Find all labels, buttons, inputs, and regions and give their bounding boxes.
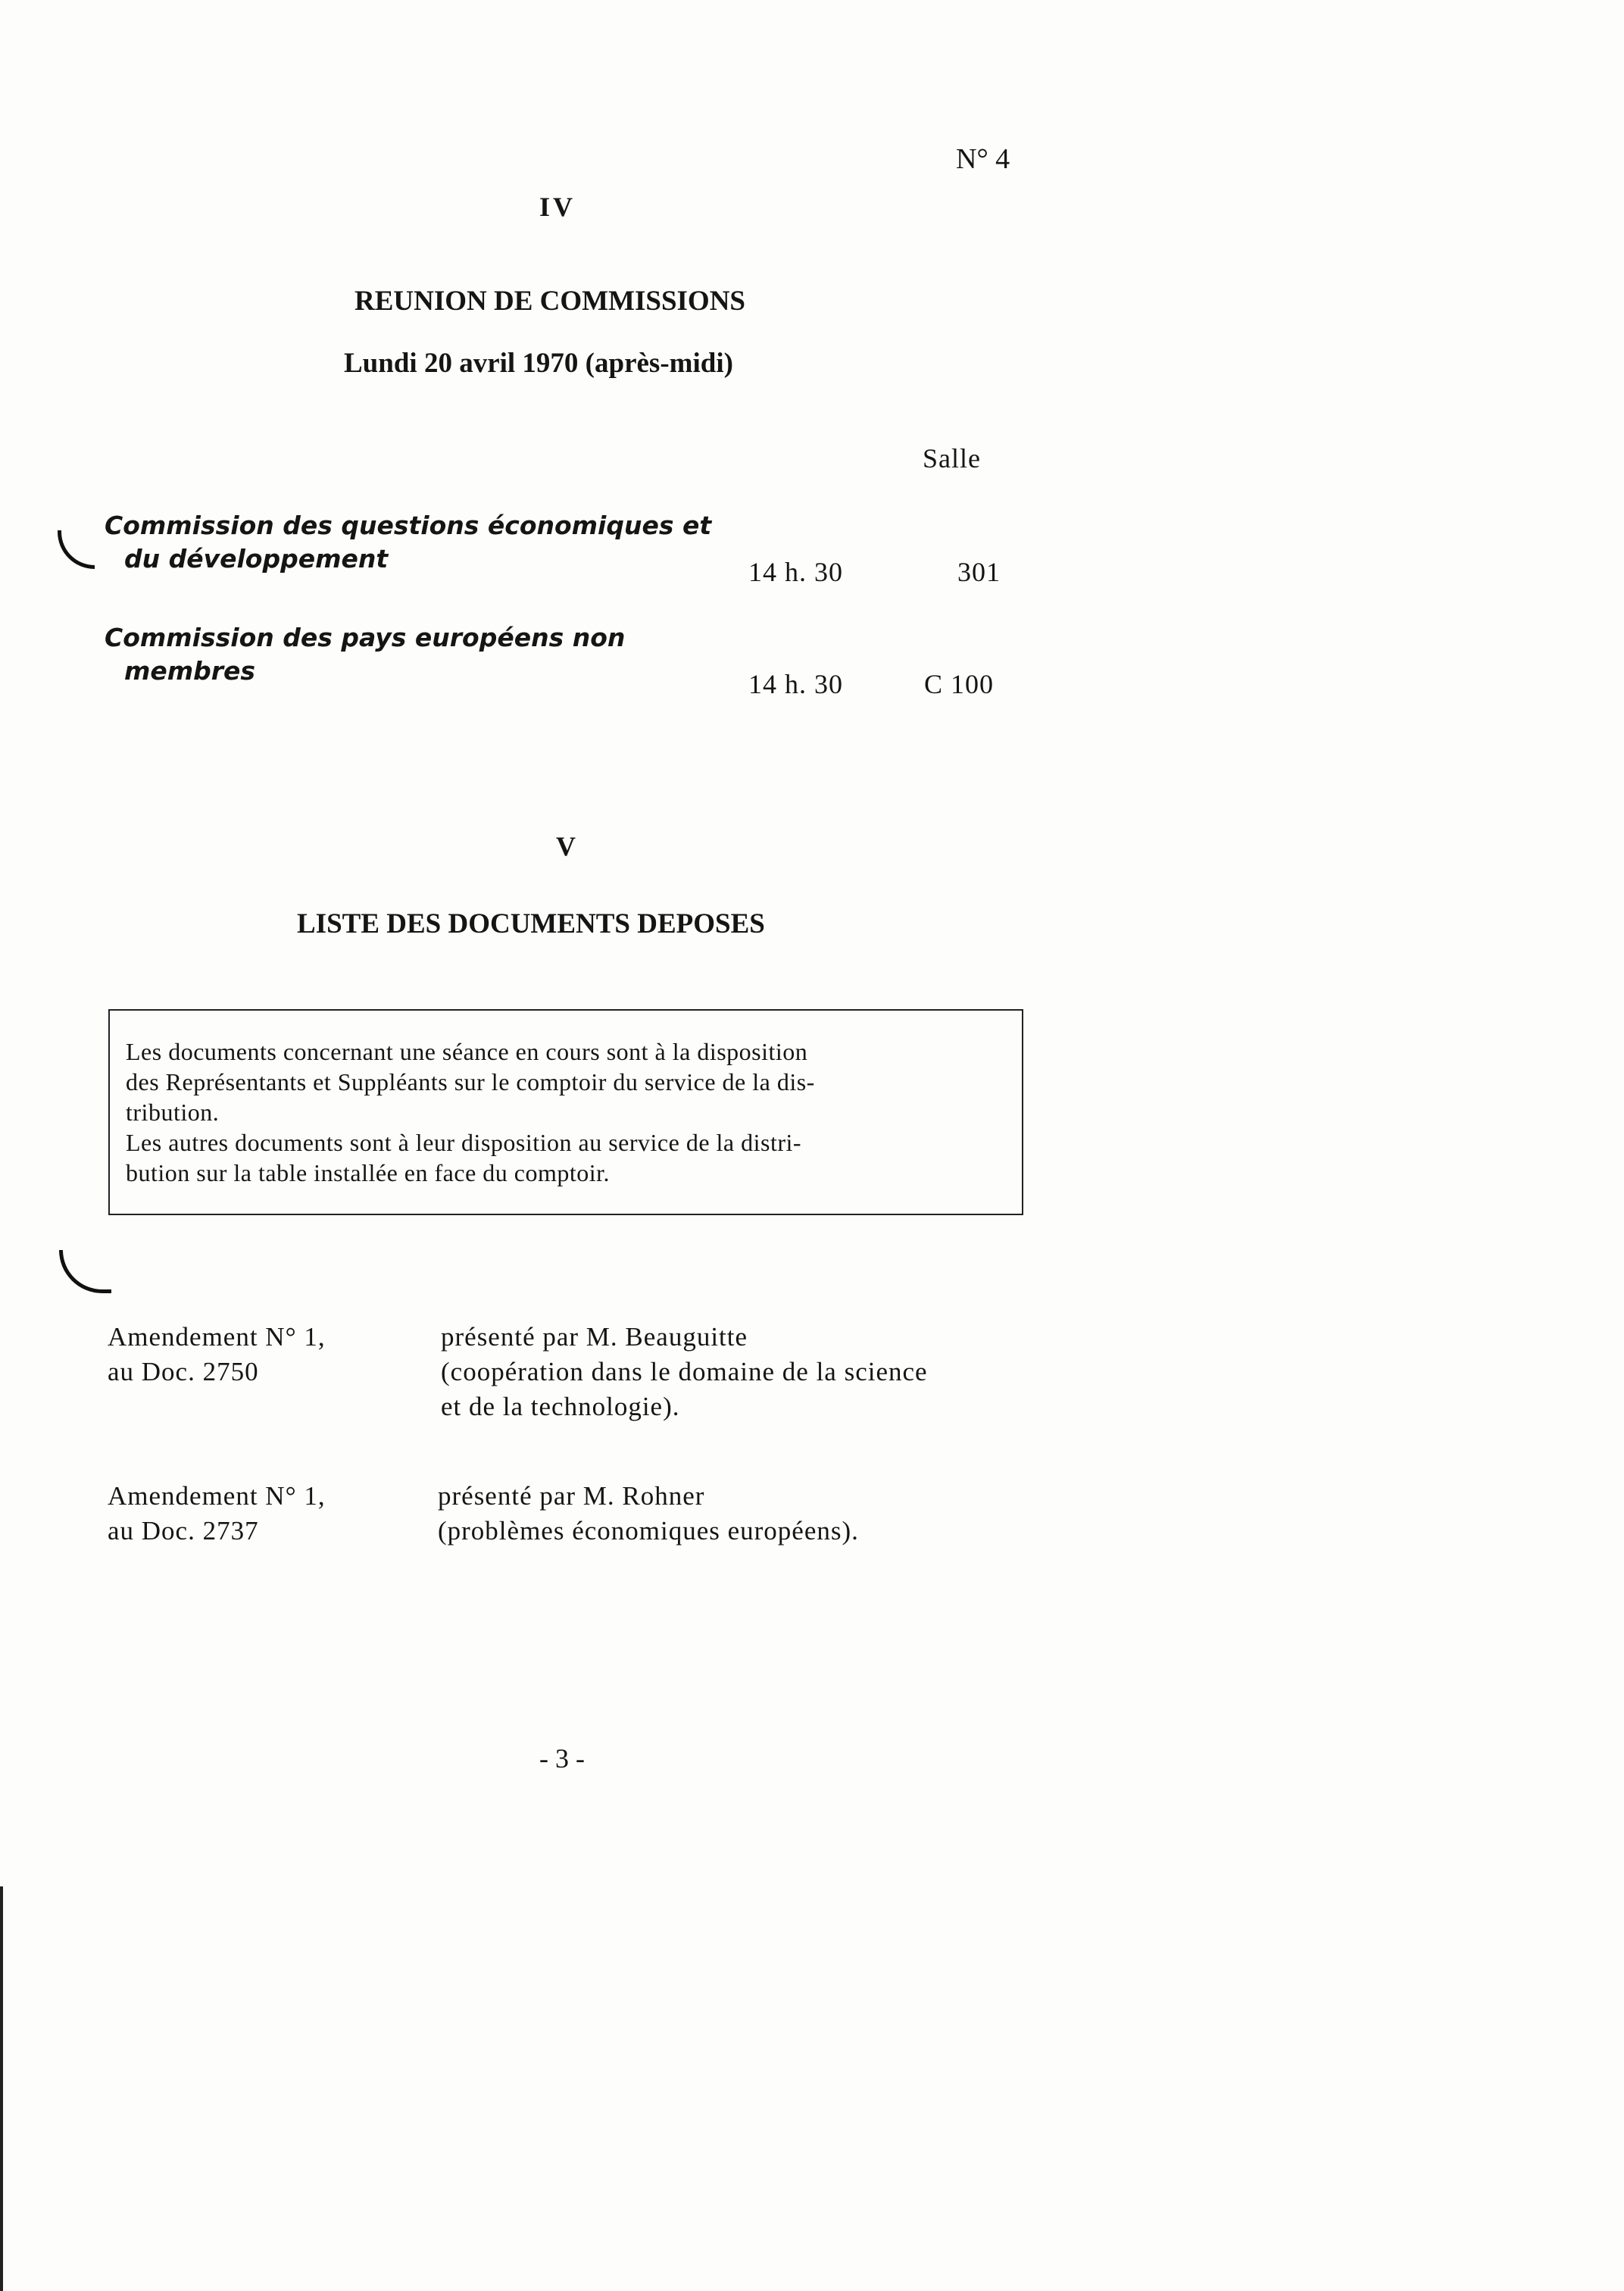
notice-line: bution sur la table installée en face du comptoir. bbox=[126, 1159, 611, 1186]
meeting-time: 14 h. 30 bbox=[748, 557, 843, 587]
meeting-name-line: du développement bbox=[124, 544, 389, 574]
section-iv-numeral: IV bbox=[539, 192, 576, 222]
document-reference bbox=[108, 1479, 326, 1549]
meeting-name bbox=[105, 621, 625, 688]
document-description bbox=[438, 1479, 859, 1549]
margin-bracket-mark bbox=[58, 530, 95, 569]
document-description bbox=[441, 1320, 928, 1424]
document-number: N° 4 bbox=[956, 143, 1010, 175]
page-number: - 3 - bbox=[539, 1743, 585, 1774]
notice-line: tribution. bbox=[126, 1099, 220, 1126]
scan-edge-line bbox=[0, 1886, 3, 2291]
margin-bracket-mark bbox=[59, 1250, 111, 1293]
notice-line: Les autres documents sont à leur disposition au service de la distri- bbox=[126, 1129, 802, 1156]
meeting-name-line: membres bbox=[124, 656, 256, 686]
document-reference-line: Amendement N° 1, bbox=[108, 1481, 326, 1511]
meeting-name-line: Commission des pays européens non bbox=[105, 623, 626, 652]
section-iv-date: Lundi 20 avril 1970 (après-midi) bbox=[344, 348, 733, 379]
section-v-title: LISTE DES DOCUMENTS DEPOSES bbox=[297, 908, 765, 939]
meeting-name-line: Commission des questions économiques et bbox=[105, 511, 712, 540]
document-description-line: (coopération dans le domaine de la science bbox=[441, 1357, 928, 1386]
notice-line: Les documents concernant une séance en cours sont à la disposition bbox=[126, 1038, 808, 1065]
document-description-line: (problèmes économiques européens). bbox=[438, 1516, 859, 1546]
notice-text bbox=[126, 1036, 1012, 1188]
document-description-line: et de la technologie). bbox=[441, 1392, 680, 1421]
document-reference bbox=[108, 1320, 326, 1389]
document-reference-line: au Doc. 2750 bbox=[108, 1357, 259, 1386]
meeting-room: 301 bbox=[957, 557, 1001, 587]
document-description-line: présenté par M. Beauguitte bbox=[441, 1322, 748, 1352]
section-iv-title: REUNION DE COMMISSIONS bbox=[354, 286, 746, 317]
meeting-time: 14 h. 30 bbox=[748, 669, 843, 699]
document-description-line: présenté par M. Rohner bbox=[438, 1481, 705, 1511]
section-v-numeral: V bbox=[556, 831, 576, 861]
notice-line: des Représentants et Suppléants sur le comptoir du service de la dis- bbox=[126, 1068, 815, 1095]
room-column-header: Salle bbox=[923, 443, 981, 474]
document-reference-line: au Doc. 2737 bbox=[108, 1516, 259, 1546]
document-reference-line: Amendement N° 1, bbox=[108, 1322, 326, 1352]
meeting-room: C 100 bbox=[924, 669, 995, 699]
meeting-name bbox=[105, 509, 711, 576]
